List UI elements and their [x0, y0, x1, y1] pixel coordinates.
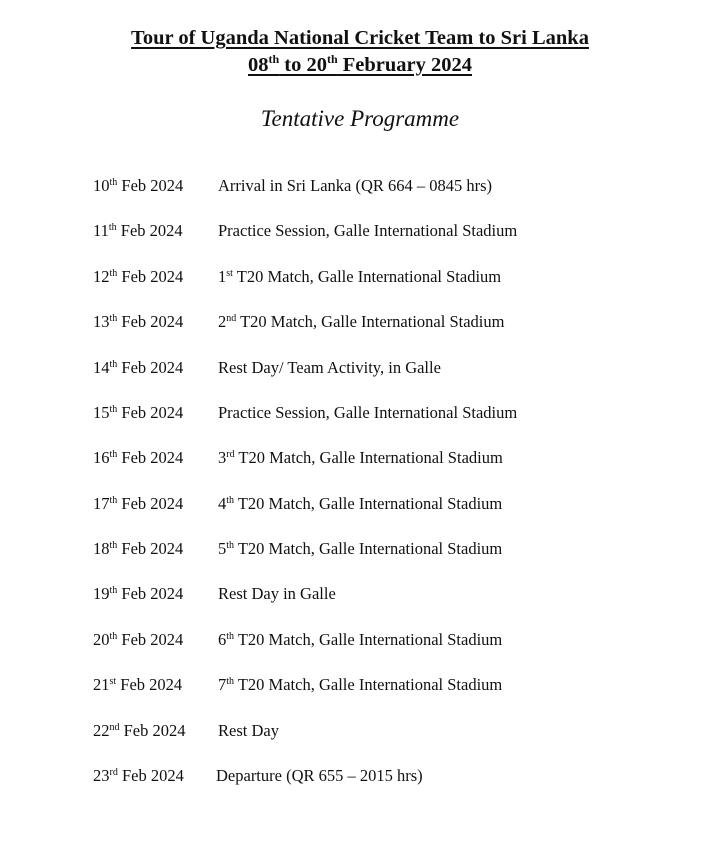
schedule-row: [0, 174, 720, 198]
schedule-date-month-year: Feb 2024: [117, 493, 184, 513]
match-number: 5: [218, 539, 227, 558]
schedule-row: [0, 401, 720, 425]
schedule-row: [0, 265, 720, 289]
schedule-event-text: T20 Match, Galle International Stadium: [234, 493, 503, 513]
match-number: 7: [218, 675, 227, 695]
schedule-date: [93, 356, 183, 380]
schedule-date-day: 14: [93, 357, 110, 377]
schedule-date-month-year: Feb 2024: [117, 357, 184, 377]
schedule-date-day: 20: [93, 629, 110, 649]
schedule-event: [216, 764, 423, 788]
schedule-event-text: Practice Session, Galle International Stadium: [218, 402, 518, 422]
schedule-date: [93, 673, 182, 697]
schedule-date-suffix: th: [109, 358, 118, 370]
schedule-date-suffix: st: [109, 676, 117, 688]
schedule-date-month-year: Feb 2024: [117, 266, 184, 286]
schedule-date-suffix: th: [109, 494, 118, 506]
schedule-event: [218, 356, 441, 380]
schedule-date: [93, 310, 183, 334]
schedule-date: [93, 446, 183, 470]
schedule-date-day: 23: [93, 765, 110, 785]
schedule-event: [218, 219, 517, 243]
schedule-event-text: T20 Match, Galle International Stadium: [234, 675, 503, 695]
schedule-date: [93, 719, 186, 743]
schedule-row: [0, 492, 720, 516]
schedule-date-day: 13: [93, 312, 110, 332]
schedule-event: [218, 310, 504, 334]
schedule-date-day: 22: [93, 720, 110, 740]
schedule-date-day: 12: [93, 266, 110, 286]
schedule-date-suffix: th: [109, 630, 118, 642]
schedule-date: [93, 537, 183, 561]
schedule-date-month-year: Feb 2024: [117, 584, 184, 604]
schedule-date-suffix: th: [109, 449, 118, 461]
tour-end-day: 20: [306, 54, 327, 76]
match-number-suffix: th: [226, 494, 235, 506]
schedule-date-day: 16: [93, 448, 110, 468]
schedule-event-text: T20 Match, Galle International Stadium: [236, 312, 505, 332]
schedule-event: [218, 492, 502, 516]
tour-start-suffix: th: [268, 52, 280, 66]
schedule-date-month-year: Feb 2024: [116, 675, 183, 695]
schedule-date: [93, 265, 183, 289]
tour-start-day: 08: [247, 54, 269, 76]
schedule-date-day: 21: [93, 675, 110, 695]
schedule-event-text: T20 Match, Galle International Stadium: [234, 539, 503, 558]
match-number: 4: [218, 493, 227, 513]
schedule-event-text: T20 Match, Galle International Stadium: [234, 448, 503, 468]
schedule-event: [218, 582, 336, 606]
schedule-date-suffix: nd: [109, 721, 120, 733]
schedule-event: [218, 265, 501, 289]
match-number: 6: [218, 629, 227, 649]
schedule-date-day: 19: [93, 584, 110, 604]
schedule-date-suffix: th: [109, 403, 118, 415]
schedule-row: [0, 537, 720, 561]
schedule-row: [0, 219, 720, 243]
tour-end-suffix: th: [326, 52, 338, 66]
schedule-date-month-year: Feb 2024: [117, 312, 184, 332]
schedule-event: [218, 537, 502, 561]
schedule-date: [93, 174, 183, 198]
schedule-date-suffix: th: [108, 222, 117, 234]
schedule-row: [0, 310, 720, 334]
match-number: 1: [218, 266, 227, 286]
schedule-event-text: Rest Day: [218, 720, 279, 740]
schedule-event-text: T20 Match, Galle International Stadium: [232, 266, 502, 286]
schedule-date: [93, 764, 184, 788]
schedule-event: [218, 719, 279, 743]
schedule-event-text: T20 Match, Galle International Stadium: [234, 629, 503, 649]
schedule-row: [0, 582, 720, 606]
document-title: Tour of Uganda National Cricket Team to Sri Lanka: [131, 27, 589, 49]
schedule-date-month-year: Feb 2024: [117, 402, 184, 422]
schedule-date-suffix: th: [109, 540, 118, 551]
schedule-row: [0, 446, 720, 470]
schedule-event-text: Departure (QR 655 – 2015 hrs): [216, 765, 423, 785]
schedule-date: [93, 219, 183, 243]
schedule-date: [93, 492, 183, 516]
schedule-row: [0, 628, 720, 652]
match-number-suffix: nd: [226, 313, 237, 325]
schedule-event-text: Rest Day/ Team Activity, in Galle: [218, 357, 441, 377]
schedule-date-month-year: Feb 2024: [119, 720, 186, 740]
schedule-date-day: 11: [93, 221, 109, 241]
schedule-row: [0, 673, 720, 697]
match-number-suffix: th: [226, 540, 235, 551]
schedule-date-suffix: th: [109, 585, 118, 597]
schedule-date-day: 18: [93, 539, 110, 558]
schedule-date-suffix: rd: [109, 766, 118, 778]
schedule-event-text: Rest Day in Galle: [218, 584, 336, 604]
schedule-event: [218, 446, 503, 470]
schedule-row: [0, 764, 720, 788]
match-number-suffix: th: [226, 676, 235, 688]
match-number: 2: [218, 312, 227, 332]
schedule-date-suffix: th: [109, 267, 118, 279]
match-number-suffix: th: [226, 630, 235, 642]
schedule-date-month-year: Feb 2024: [116, 221, 183, 241]
schedule-date-month-year: Feb 2024: [117, 539, 184, 558]
schedule-date-month-year: Feb 2024: [117, 629, 184, 649]
schedule-date-suffix: th: [109, 313, 118, 325]
match-number-suffix: rd: [226, 449, 235, 461]
schedule-date-day: 15: [93, 402, 110, 422]
match-number: 3: [218, 448, 227, 468]
schedule-event: [218, 174, 492, 198]
schedule-date-day: 17: [93, 493, 110, 513]
schedule-event: [218, 401, 517, 425]
schedule-event-text: Arrival in Sri Lanka (QR 664 – 0845 hrs): [218, 176, 493, 195]
schedule-event: [218, 628, 502, 652]
tour-dates-rest: February 2024: [337, 54, 473, 76]
schedule-date-month-year: Feb 2024: [117, 176, 184, 195]
schedule-row: [0, 719, 720, 743]
schedule-date-day: 10: [93, 176, 110, 195]
programme-subtitle: Tentative Programme: [260, 106, 460, 131]
schedule-row: [0, 356, 720, 380]
schedule-date-month-year: Feb 2024: [117, 765, 184, 785]
schedule-date-suffix: th: [109, 177, 118, 188]
schedule-date: [93, 582, 183, 606]
match-number-suffix: st: [226, 267, 233, 279]
schedule-date: [93, 401, 183, 425]
schedule-date-month-year: Feb 2024: [117, 448, 184, 468]
tour-dates-connector: to: [279, 54, 307, 76]
schedule-event: [218, 673, 502, 697]
schedule-event-text: Practice Session, Galle International Stadium: [218, 221, 518, 241]
schedule-date: [93, 628, 183, 652]
